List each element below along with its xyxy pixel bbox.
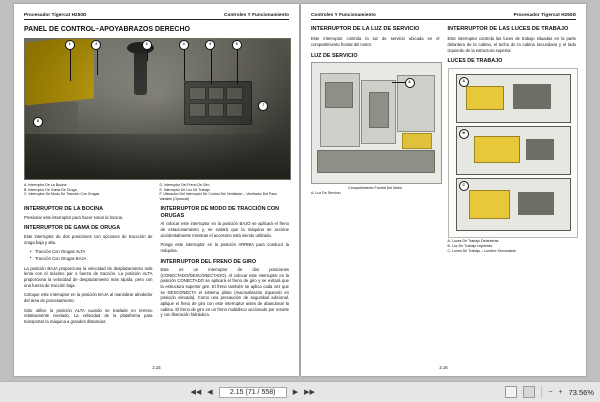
legend-item-e: E. Interruptor De Luz De Trabajo <box>159 187 211 192</box>
single-page-view-button[interactable] <box>505 386 517 398</box>
header-model-right: Procesador Tigercat H250D <box>513 12 576 17</box>
toolbar-divider <box>541 386 542 398</box>
travel-mode-text-2: Ponga este interruptor en la posición ARRIBA para conducir la máquina. <box>160 242 289 253</box>
facing-pages-view-button[interactable] <box>523 386 535 398</box>
engine-floor <box>317 150 435 174</box>
legend-item-c: C. Interruptor De Modo De Tracción Con Orugas <box>24 192 100 197</box>
header-model: Procesador Tigercat H250D <box>24 12 87 17</box>
page-number-input[interactable]: 2.15 (71 / 558) <box>219 387 287 398</box>
engine-part-2 <box>325 82 353 108</box>
previous-page-button[interactable]: ◀ <box>207 388 213 396</box>
callout-1: 1 <box>65 40 75 50</box>
callout-lead-6 <box>237 45 238 84</box>
work-lights-legend-b: B. Luz De Trabajo Izquierda <box>447 243 493 248</box>
body-column-left <box>24 201 153 328</box>
engine-part-4 <box>369 92 389 128</box>
callout-4: 4 <box>179 40 189 50</box>
figure-legend <box>24 183 289 201</box>
track-range-low: • Tracción Con Orugas BAJA <box>30 256 153 262</box>
engine-figure-caption: Compartimiento Frontal Del Motor <box>348 186 403 191</box>
control-panel-photo <box>24 38 291 180</box>
header-chapter: Controles Y Funcionamiento <box>224 12 289 17</box>
callout-7: 7 <box>258 101 268 111</box>
callout-8: 8 <box>33 117 43 127</box>
page-number-right: 2.16 <box>439 365 448 370</box>
page-header-left <box>24 12 289 20</box>
section-text-track-range: Este interruptor de dos posiciones con opciones de traccción de oruga baja y alta. <box>24 233 153 245</box>
work-lights-column <box>448 26 577 253</box>
work-lights-legend-c: C. Luces De Trabajo – Lumbre Secundaria <box>447 248 516 253</box>
work-lights-figure <box>448 68 579 238</box>
next-page-button[interactable]: ▶ <box>292 388 299 396</box>
header-chapter-right: Controles Y Funcionamiento <box>311 12 376 17</box>
zoom-in-button[interactable]: + <box>558 388 563 396</box>
engine-compartment-figure <box>311 62 442 184</box>
callout-3: 3 <box>142 40 152 50</box>
figure-legend-left <box>24 183 154 201</box>
work-light-lamp-1 <box>466 86 504 110</box>
document-page-right <box>301 4 586 376</box>
track-range-detail-1: La posición BAJA proporciona la velocidad de desplazamiento más lenta con el máximo par o fuerza de tracción. La posición ALTA proporciona la velocidad de desplazamiento más rápida, pero con una fuerza de tracción baja. <box>24 265 153 288</box>
service-light-intro: Este interruptor controla la luz de servicio ubicada en el compartimiento frontal del motor. <box>311 36 440 48</box>
work-light-callout-b: B <box>459 129 469 139</box>
callout-lead-1 <box>70 45 71 81</box>
callout-2: 2 <box>91 40 101 50</box>
section-text-horn: Presionar este interruptor para hacer sonar la bocina. <box>24 214 124 220</box>
track-range-options <box>30 249 153 261</box>
service-light-column <box>311 26 440 253</box>
section-heading-travel-mode: INTERRUPTOR DE MODO DE TRACCIÓN CON ORUGAS <box>160 206 279 219</box>
work-light-bracket-3 <box>518 192 554 216</box>
work-lights-legend-a: A. Luces De Trabajo Delanteras <box>447 238 499 243</box>
legend-item-b: B. Interruptor De Gama De Oruga <box>24 187 77 192</box>
viewer-toolbar <box>0 381 600 402</box>
callout-lead-4 <box>184 45 185 81</box>
work-light-callout-c: C <box>459 181 469 191</box>
engine-callout-lead-a <box>392 82 406 83</box>
callout-lead-5 <box>211 45 212 84</box>
track-range-detail-2: Coloque este interruptor en la posición BAJA al maniobrar alrededor del área de procesamiento. <box>24 292 153 303</box>
body-columns <box>24 201 289 328</box>
document-page-left <box>14 4 299 376</box>
swing-brake-text: Este es un interruptor de dos posiciones (CONECTADO/DESCONECTADO). Al colocar este interruptor en la posición CONECTADO se aplicará el freno de giro y se evitará que la estructura superior gire. El freno también se aplica cada vez que se DESCONECTA el sistema piloto (macroabrazos izquierdo en posición elevada). Como una precaución de seguridad adicional, aplique el freno de giro con este interruptor antes de abandonar la cabina. El freno de giro en un freno multidisco accionado por resorte y con liberación hidráulica. <box>160 267 289 318</box>
toolbar-view-controls <box>505 386 600 398</box>
zoom-out-button[interactable]: − <box>548 388 553 396</box>
service-light-title: INTERRUPTOR DE LA LUZ DE SERVICIO <box>311 26 420 32</box>
section-heading-track-range: INTERRUPTOR DE GAMA DE ORUGA <box>24 225 121 232</box>
track-range-detail-3: Solo utilice la posición ALTA cuando se traslade en terreno relativamente nivelado. La velocidad de la plataforma para transportar la máquina a grandes distancias. <box>24 307 153 324</box>
work-light-lamp-3 <box>469 190 510 219</box>
track-range-high: • Tracción Con Orugas ALTA <box>30 249 153 255</box>
body-column-right <box>161 201 290 328</box>
engine-yellow-cover <box>402 133 432 149</box>
right-body-columns <box>311 26 576 253</box>
legend-item-f: F. Ubicación Del Interruptor De Control Del Ventilador – Ventilador Del Paso Variable (Opcional) <box>159 192 278 201</box>
toolbar-navigation <box>0 387 505 398</box>
work-light-lamp-2 <box>474 136 520 163</box>
engine-part-5 <box>397 75 435 132</box>
work-light-callout-a: A <box>459 77 469 87</box>
section-heading-horn: INTERRUPTOR DE LA BOCINA <box>24 206 104 213</box>
work-light-bracket-2 <box>526 139 554 159</box>
work-lights-title: INTERRUPTOR DE LAS LUCES DE TRABAJO <box>447 26 569 32</box>
work-light-bracket-1 <box>513 84 552 109</box>
page-title: PANEL DE CONTROL–APOYABRAZOS DERECHO <box>24 26 190 33</box>
page-number-left: 2.15 <box>152 365 161 370</box>
legend-item-a: A. Interruptor De La Bocina <box>24 183 67 188</box>
last-page-button[interactable]: ▶▶ <box>304 388 315 396</box>
zoom-level-label[interactable]: 73.56% <box>568 387 594 397</box>
callout-6: 6 <box>232 40 242 50</box>
photo-vignette <box>25 39 290 179</box>
figure-legend-right <box>160 183 290 201</box>
engine-figure-legend-a: A. Luz De Servicio <box>311 191 341 196</box>
legend-item-d: D. Interruptor Del Freno De Giro <box>159 183 210 188</box>
engine-callout-a: A <box>405 78 415 88</box>
page-header-right <box>311 12 576 20</box>
section-heading-swing-brake: INTERRUPTOR DEL FRENO DE GIRO <box>160 258 257 265</box>
work-lights-fig-heading: LUCES DE TRABAJO <box>447 58 503 65</box>
first-page-button[interactable]: ◀◀ <box>190 388 202 396</box>
work-lights-intro: Este interruptor controla las luces de trabajo situadas en la parte delantera de la cabina, el techo de la cabina secundaria y el lado izquierdo de la estructura superior. <box>447 36 576 53</box>
callout-5: 5 <box>205 40 215 50</box>
travel-mode-text-1: Al colocar este interruptor en la posición BAJO se aplicará el freno de estacionamiento y, se evitará que la máquina se accione accidentalmente mientras el accesorio está siendo utilizado. <box>160 221 289 238</box>
service-light-fig-heading: LUZ DE SERVICIO <box>311 52 358 59</box>
